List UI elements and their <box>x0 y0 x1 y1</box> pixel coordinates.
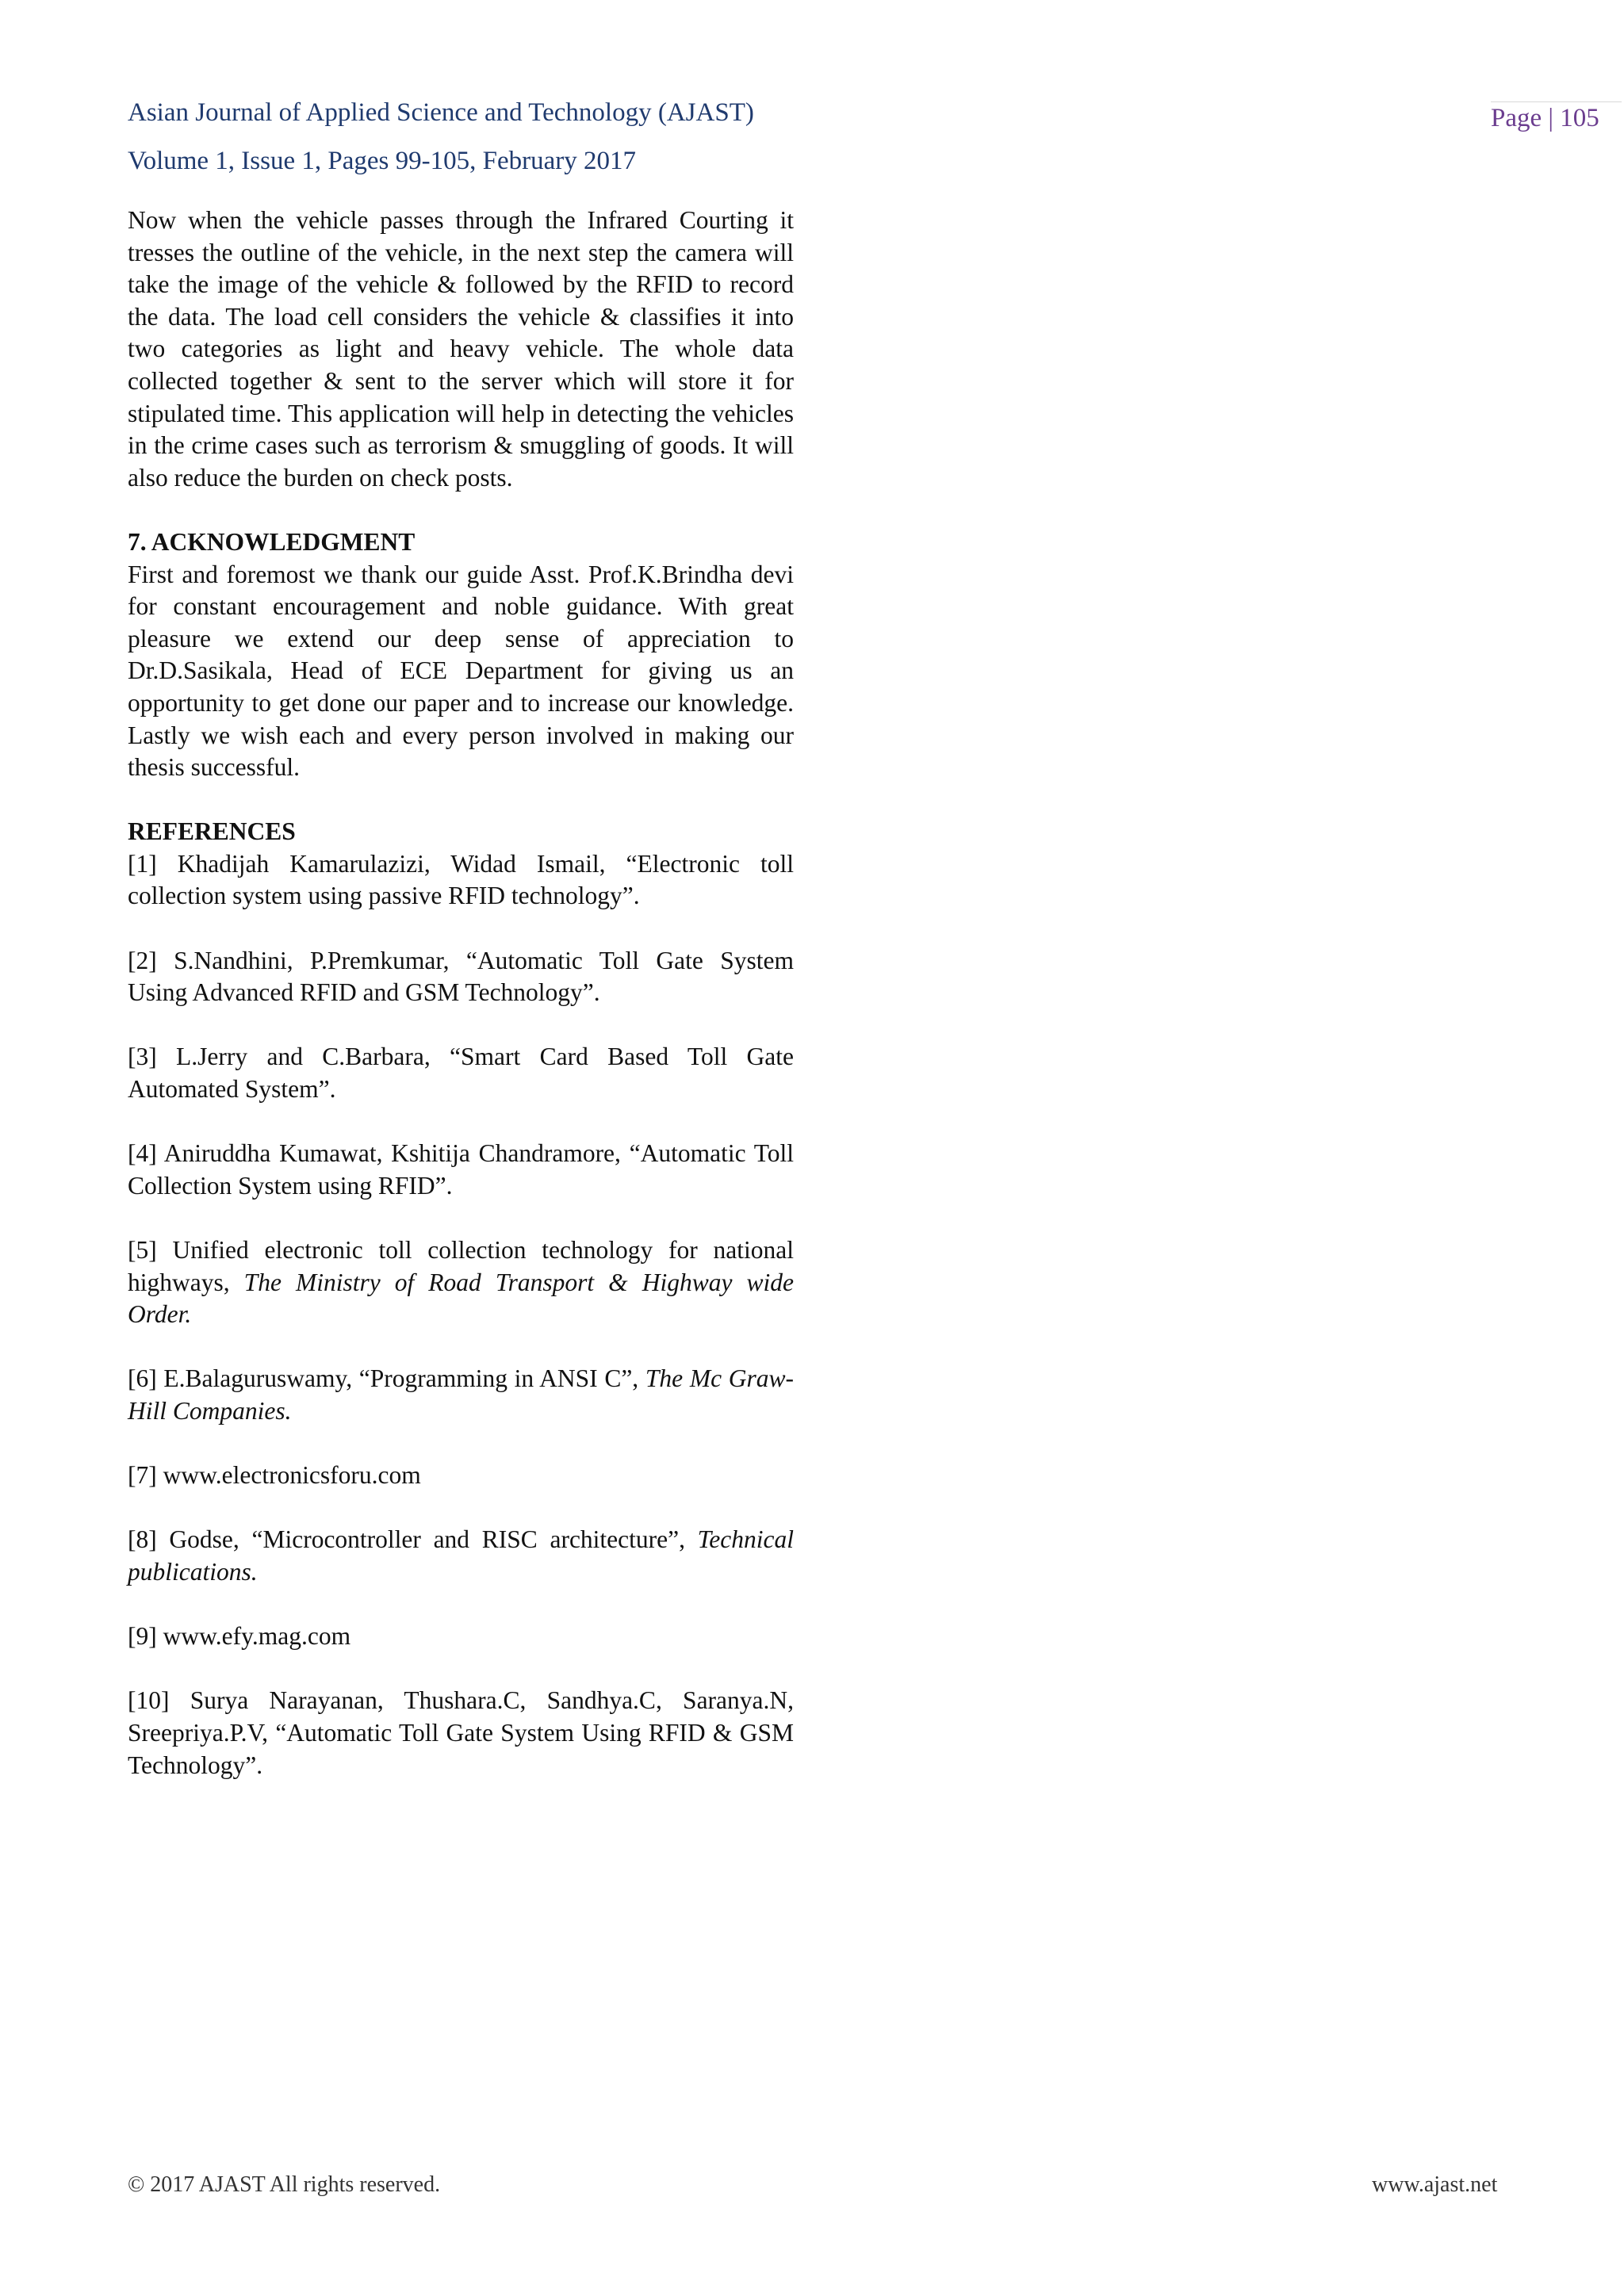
conclusion-paragraph: Now when the vehicle passes through the Infrared Courting it tresses the outline of the vehicle, in the next step the camera will take the image of the vehicle & followed by the RFID to record the data. The load cell considers the vehicle & classifies it into two categories as light and heavy vehicle. The whole data collected together & sent to the server which will store it for stipulated time. This application will help in detecting the vehicles in the crime cases such as terrorism & smuggling of goods. It will also reduce the burden on check posts. <box>128 206 794 492</box>
spacer <box>128 1653 794 1686</box>
spacer <box>128 1492 794 1525</box>
reference-item: [3] L.Jerry and C.Barbara, “Smart Card Based Toll Gate Automated System”. <box>128 1043 794 1104</box>
journal-volume: Volume 1, Issue 1, Pages 99-105, February 2017 <box>128 147 636 175</box>
spacer <box>128 913 794 945</box>
reference-item: [10] Surya Narayanan, Thushara.C, Sandhya.C, Saranya.N, Sreepriya.P.V, “Automatic Toll Gate System Using RFID & GSM Technology”. <box>128 1686 794 1779</box>
copyright-notice: © 2017 AJAST All rights reserved. <box>128 2172 441 2197</box>
spacer <box>128 494 794 526</box>
spacer <box>128 1202 794 1234</box>
reference-item: [7] www.electronicsforu.com <box>128 1461 421 1490</box>
acknowledgment-heading: 7. ACKNOWLEDGMENT <box>128 527 416 556</box>
journal-header <box>128 89 921 186</box>
reference-item: [8] Godse, “Microcontroller and RISC architecture”, Technical publications. <box>128 1525 794 1586</box>
references-heading: REFERENCES <box>128 817 296 846</box>
reference-item: [2] S.Nandhini, P.Premkumar, “Automatic Toll Gate System Using Advanced RFID and GSM Technology”. <box>128 946 794 1007</box>
reference-item: [1] Khadijah Kamarulazizi, Widad Ismail, “Electronic toll collection system using passive RFID technology”. <box>128 849 794 910</box>
spacer <box>128 784 794 817</box>
journal-title: Asian Journal of Applied Science and Technology (AJAST) <box>128 98 754 127</box>
main-column <box>128 205 794 1781</box>
spacer <box>128 1428 794 1460</box>
spacer <box>128 1009 794 1042</box>
spacer <box>128 1589 794 1621</box>
reference-item: [5] Unified electronic toll collection technology for national highways, The Ministry of Road Transport & Highway wide Order. <box>128 1236 795 1329</box>
page-number: Page | 105 <box>1491 101 1622 133</box>
spacer <box>128 1106 794 1138</box>
reference-item: [4] Aniruddha Kumawat, Kshitija Chandramore, “Automatic Toll Collection System using RFID”. <box>128 1139 794 1200</box>
website-link[interactable]: www.ajast.net <box>1372 2172 1498 2197</box>
spacer <box>128 1331 794 1364</box>
acknowledgment-paragraph: First and foremost we thank our guide Asst. Prof.K.Brindha devi for constant encouragement and noble guidance. With great pleasure we extend our deep sense of appreciation to Dr.D.Sasikala, Head of ECE Department for giving us an opportunity to get done our paper and to increase our knowledge. Lastly we wish each and every person involved in making our thesis successful. <box>128 560 794 782</box>
reference-item: [9] www.efy.mag.com <box>128 1622 351 1651</box>
reference-item: [6] E.Balaguruswamy, “Programming in ANSI C”, The Mc Graw-Hill Companies. <box>128 1364 795 1425</box>
